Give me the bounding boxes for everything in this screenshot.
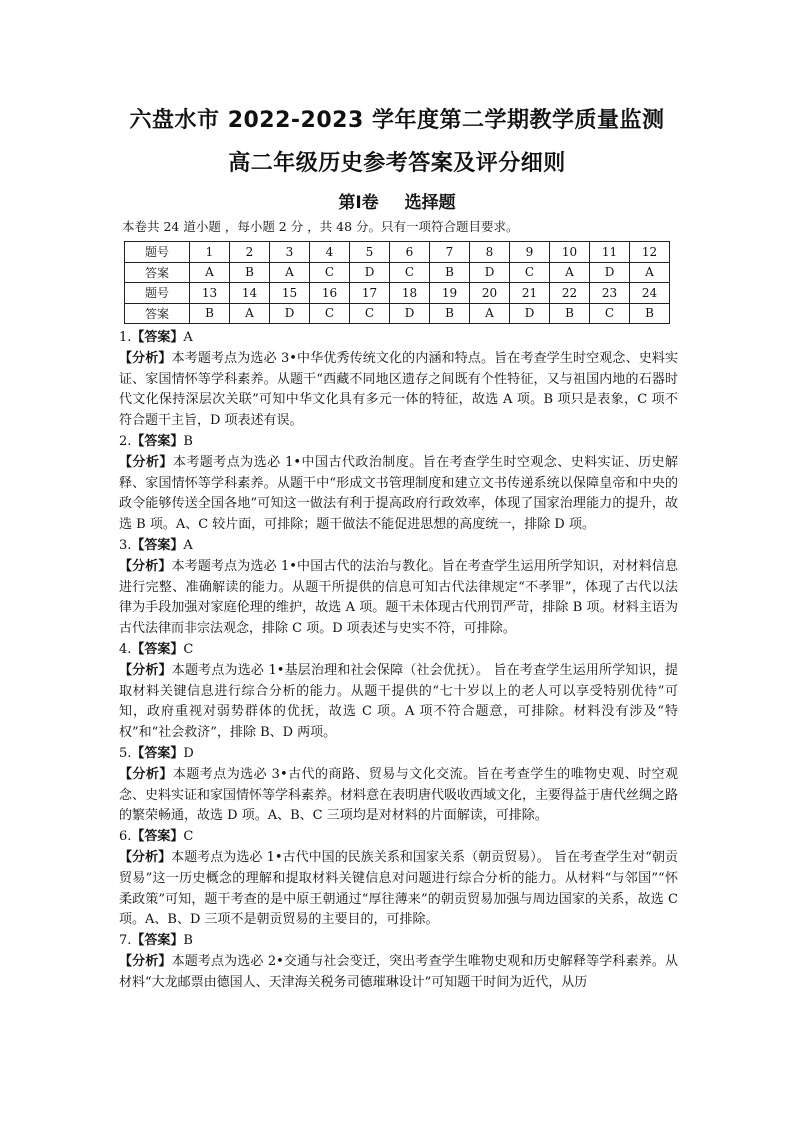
answer-label: 【答案】 bbox=[131, 641, 184, 657]
answer-table-cell: 19 bbox=[430, 283, 470, 304]
answer-table-row-header: 题号 bbox=[125, 242, 190, 263]
answer-table-cell: A bbox=[270, 262, 310, 283]
answer-table-row bbox=[125, 283, 670, 304]
answer-table-cell: A bbox=[550, 262, 590, 283]
answer-table-cell: B bbox=[550, 303, 590, 324]
answer-table-cell: C bbox=[310, 262, 350, 283]
answer-line bbox=[119, 432, 678, 453]
answer-table-row-header: 答案 bbox=[125, 303, 190, 324]
question-block bbox=[119, 432, 678, 536]
answer-table-cell: 18 bbox=[390, 283, 430, 304]
analysis-paragraph bbox=[119, 453, 678, 536]
answer-table-cell: 21 bbox=[510, 283, 550, 304]
answer-table-cell: 6 bbox=[390, 242, 430, 263]
answer-table-cell: C bbox=[310, 303, 350, 324]
answer-table-cell: D bbox=[470, 262, 510, 283]
answer-table-cell: 13 bbox=[190, 283, 230, 304]
answer-table-cell: 20 bbox=[470, 283, 510, 304]
answer-table-cell: C bbox=[590, 303, 630, 324]
answer-table-cell: 11 bbox=[590, 242, 630, 263]
answer-table-cell: D bbox=[390, 303, 430, 324]
analysis-paragraph bbox=[119, 765, 678, 827]
answer-table-cell: B bbox=[430, 262, 470, 283]
answer-table-row bbox=[125, 262, 670, 283]
section-part: 第Ⅰ卷 bbox=[338, 193, 379, 213]
answer-line bbox=[119, 328, 678, 349]
answer-label: 【答案】 bbox=[131, 745, 184, 761]
question-number: 2. bbox=[119, 433, 132, 449]
analysis-label: 【分析】 bbox=[119, 454, 173, 470]
answer-label: 【答案】 bbox=[131, 330, 184, 345]
answer-table-cell: A bbox=[470, 303, 510, 324]
question-block bbox=[119, 931, 678, 993]
answer-table-cell: 1 bbox=[190, 242, 230, 263]
question-block bbox=[119, 536, 678, 640]
question-block bbox=[119, 328, 678, 432]
answer-line bbox=[119, 640, 678, 661]
answer-value: B bbox=[183, 933, 193, 949]
answer-label: 【答案】 bbox=[131, 829, 184, 845]
question-number: 1. bbox=[119, 330, 132, 345]
answer-table-cell: C bbox=[510, 262, 550, 283]
answer-value: D bbox=[183, 745, 194, 761]
analysis-text: 本题考点为选必 3•古代的商路、贸易与文化交流。旨在考查学生的唯物史观、时空观念、史料实证和家国情怀等学科素养。材料意在表明唐代吸收西域文化，主要得益于唐代丝绸之路的繁荣畅通，故选 D 项。A、B、C 三项均是对材料的片面解读，可排除。 bbox=[119, 766, 679, 824]
answer-table-cell: C bbox=[350, 303, 390, 324]
question-number: 7. bbox=[119, 933, 132, 949]
answer-table-row-header: 答案 bbox=[125, 262, 190, 283]
answer-table-cell: 16 bbox=[310, 283, 350, 304]
answer-table-cell: 7 bbox=[430, 242, 470, 263]
document-subtitle: 高二年级历史参考答案及评分细则 bbox=[228, 151, 566, 176]
answer-value: C bbox=[183, 829, 194, 845]
answer-table-cell: 24 bbox=[630, 283, 670, 304]
question-number: 6. bbox=[119, 829, 132, 845]
analysis-label: 【分析】 bbox=[119, 953, 172, 969]
answer-table-cell: C bbox=[390, 262, 430, 283]
answer-table-cell: 8 bbox=[470, 242, 510, 263]
answer-table-cell: 4 bbox=[310, 242, 350, 263]
answer-table-row-header: 题号 bbox=[125, 283, 190, 304]
answer-line bbox=[119, 827, 678, 848]
answer-table-cell: D bbox=[590, 262, 630, 283]
analysis-label: 【分析】 bbox=[119, 766, 173, 782]
answer-line bbox=[119, 744, 678, 765]
answer-label: 【答案】 bbox=[131, 933, 184, 949]
analysis-text: 本考题考点为选必 3•中华优秀传统文化的内涵和特点。旨在考查学生时空观念、史料实证、家国情怀等学科素养。从题干“西藏不同地区遗存之间既有个性特征，又与祖国内地的石器时代文化保持深层次关联”可知中华文化具有多元一体的特征，故选 A 项。B 项只是表象，C 项不符合题干主旨，D 项表述有误。 bbox=[119, 350, 678, 429]
answer-value: A bbox=[183, 537, 193, 553]
question-number: 3. bbox=[119, 537, 132, 553]
section-intro: 本卷共 24 道小题 ，每小题 2 分 ，共 48 分。只有一项符合题目要求。 bbox=[122, 219, 519, 234]
answer-value: A bbox=[183, 330, 193, 345]
answer-line bbox=[119, 536, 678, 557]
section-name: 选择题 bbox=[404, 193, 456, 213]
document-title: 六盘水市 2022-2023 学年度第二学期教学质量监测 bbox=[129, 108, 665, 133]
answer-table-row bbox=[125, 242, 670, 263]
answer-value: B bbox=[183, 433, 193, 449]
answer-table-cell: A bbox=[230, 303, 270, 324]
answer-table-cell: B bbox=[190, 303, 230, 324]
analysis-paragraph bbox=[119, 557, 678, 640]
question-block bbox=[119, 744, 678, 827]
answer-table-cell: 22 bbox=[550, 283, 590, 304]
question-block bbox=[119, 827, 678, 931]
answer-table-cell: B bbox=[630, 303, 670, 324]
answer-table-cell: 9 bbox=[510, 242, 550, 263]
answer-table-cell: 3 bbox=[270, 242, 310, 263]
section-heading bbox=[0, 188, 794, 213]
analysis-text: 本考题考点为选必 1•中国古代政治制度。旨在考查学生时空观念、史料实证、历史解释、家国情怀等学科素养。从题干中“形成文书管理制度和建立文书传递系统以保障皇帝和中央的政令能够传送全国各地”可知这一做法有利于提高政府行政效率，体现了国家治理能力的提升，故选 B 项。A、C 较片面，可排除；题干做法不能促进思想的高度统一，排除 D 项。 bbox=[119, 454, 678, 533]
answer-table-cell: 10 bbox=[550, 242, 590, 263]
analysis-paragraph bbox=[119, 661, 678, 744]
answer-table-cell: D bbox=[510, 303, 550, 324]
answer-value: C bbox=[183, 641, 194, 657]
answer-table-cell: A bbox=[190, 262, 230, 283]
analysis-label: 【分析】 bbox=[119, 350, 172, 366]
question-block bbox=[119, 640, 678, 744]
answer-table-cell: D bbox=[270, 303, 310, 324]
answer-label: 【答案】 bbox=[131, 537, 184, 553]
answer-line bbox=[119, 931, 678, 952]
answer-table-cell: A bbox=[630, 262, 670, 283]
analysis-paragraph bbox=[119, 848, 678, 931]
analysis-text: 本题考点为选必 1•基层治理和社会保障（社会优抚）。 旨在考查学生运用所学知识，提取材料关键信息进行综合分析的能力。从题干提供的“七十岁以上的老人可以享受特别优待”可知，政府重视对弱势群体的优抚，故选 C 项。A 项不符合题意，可排除。材料没有涉及“特权”和“社会救济”，排除 B、D 两项。 bbox=[119, 662, 678, 741]
answer-table-cell: 17 bbox=[350, 283, 390, 304]
answer-table-row bbox=[125, 303, 670, 324]
answer-table-cell: D bbox=[350, 262, 390, 283]
answer-table-cell: 12 bbox=[630, 242, 670, 263]
answer-table-cell: 2 bbox=[230, 242, 270, 263]
analysis-text: 本题考点为选必 2•交通与社会变迁，突出考查学生唯物史观和历史解释等学科素养。从材料“大龙邮票由德国人、天津海关税务司德璀琳设计”可知题干时间为近代，从历 bbox=[119, 953, 678, 990]
analysis-label: 【分析】 bbox=[119, 849, 172, 865]
answer-table-cell: 23 bbox=[590, 283, 630, 304]
analysis-label: 【分析】 bbox=[119, 558, 172, 574]
answer-table-cell: 14 bbox=[230, 283, 270, 304]
analysis-text: 本题考点为选必 1•古代中国的民族关系和国家关系（朝贡贸易）。 旨在考查学生对“朝贡贸易”这一历史概念的理解和提取材料关键信息对问题进行综合分析的能力。从材料“与邻国”“怀柔政策”可知，题干考查的是中原王朝通过“厚往薄来”的朝贡贸易加强与周边国家的关系，故选 C 项。A、B、D 三项不是朝贡贸易的主要目的，可排除。 bbox=[119, 849, 678, 928]
question-number: 4. bbox=[119, 641, 132, 657]
answer-table-cell: 5 bbox=[350, 242, 390, 263]
answer-table-cell: B bbox=[230, 262, 270, 283]
answer-label: 【答案】 bbox=[131, 433, 184, 449]
question-number: 5. bbox=[119, 745, 132, 761]
analysis-list bbox=[119, 328, 678, 994]
analysis-paragraph bbox=[119, 349, 678, 432]
analysis-text: 本考题考点为选必 1•中国古代的法治与教化。旨在考查学生运用所学知识，对材料信息进行完整、准确解读的能力。从题干所提供的信息可知古代法律规定“不孝罪”，体现了古代以法律为手段加强对家庭伦理的维护，故选 A 项。题干未体现古代刑罚严苛，排除 B 项。材料主语为古代法律而非宗法观念，排除 C 项。D 项表述与史实不符，可排除。 bbox=[119, 558, 678, 637]
answer-table-cell: 15 bbox=[270, 283, 310, 304]
analysis-paragraph bbox=[119, 952, 678, 994]
answer-table bbox=[124, 241, 670, 324]
answer-table-cell: B bbox=[430, 303, 470, 324]
analysis-label: 【分析】 bbox=[119, 662, 172, 678]
